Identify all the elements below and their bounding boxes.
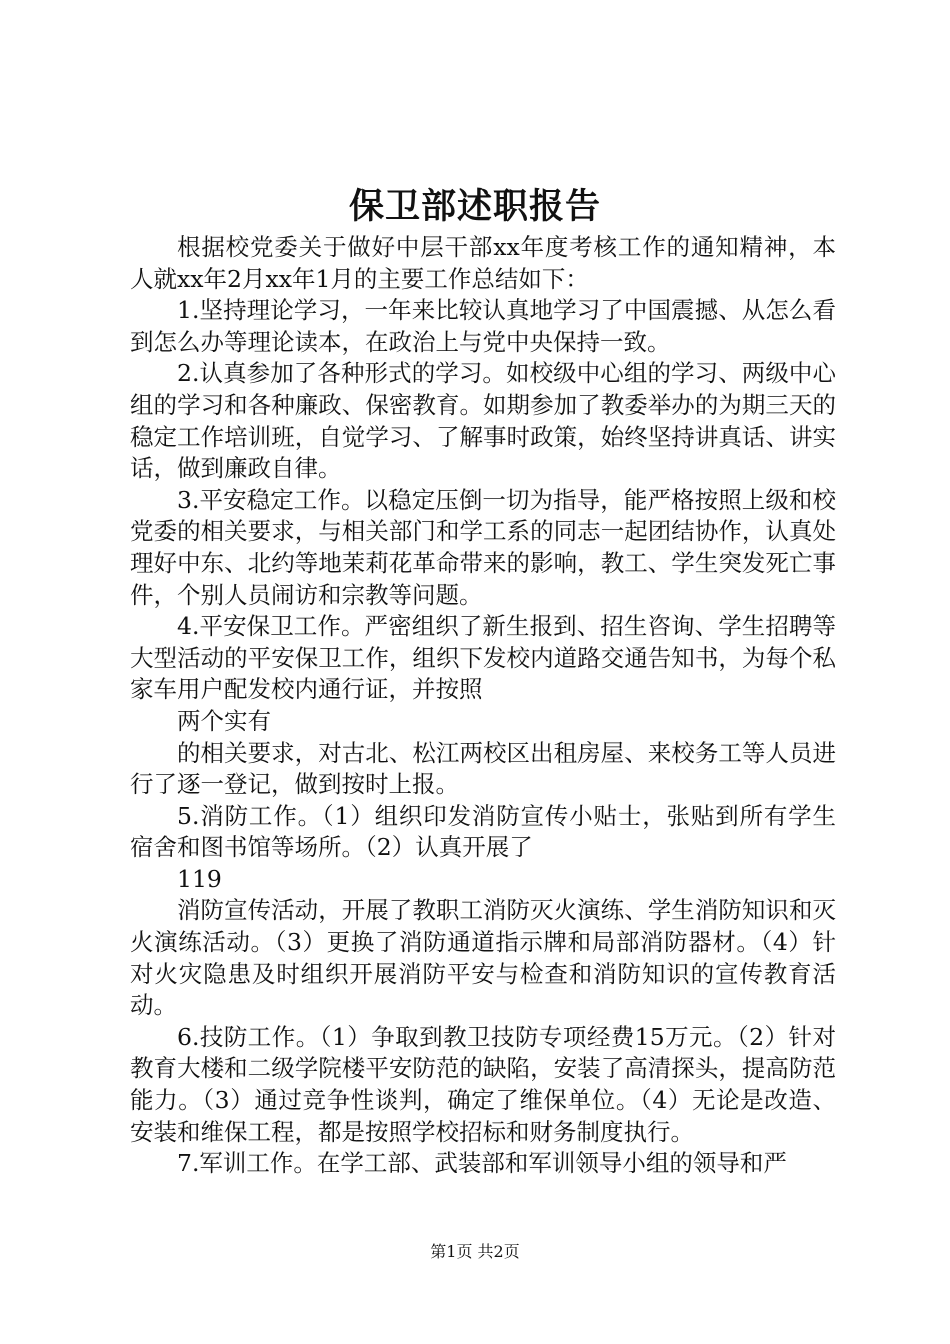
paragraph-fragment: 两个实有	[177, 706, 271, 735]
page-number: 第1页 共2页	[430, 1242, 520, 1261]
paragraph-item-1: 1.坚持理论学习，一年来比较认真地学习了中国震撼、从怎么看到怎么办等理论读本，在政治上与党中央保持一致。	[130, 296, 836, 356]
document-title: 保卫部述职报告	[348, 186, 601, 227]
paragraph-item-7: 7.军训工作。在学工部、武装部和军训领导小组的领导和严	[177, 1149, 787, 1178]
paragraph-intro: 根据校党委关于做好中层干部xx年度考核工作的通知精神，本人就xx年2月xx年1月的主要工作总结如下：	[130, 233, 836, 293]
paragraph-item-2: 2.认真参加了各种形式的学习。如校级中心组的学习、两级中心组的学习和各种廉政、保密教育。如期参加了教委举办的为期三天的稳定工作培训班，自觉学习、了解事时政策，始终坚持讲真话、讲实话，做到廉政自律。	[130, 359, 836, 483]
paragraph-item-5-continued: 消防宣传活动，开展了教职工消防灭火演练、学生消防知识和灭火演练活动。（3）更换了消防通道指示牌和局部消防器材。（4）针对火灾隐患及时组织开展消防平安与检查和消防知识的宣传教育活动。	[130, 896, 836, 1020]
paragraph-item-4-continued: 的相关要求，对古北、松江两校区出租房屋、来校务工等人员进行了逐一登记，做到按时上报。	[130, 738, 836, 799]
document-body	[130, 232, 836, 1180]
paragraph-item-3: 3.平安稳定工作。以稳定压倒一切为指导，能严格按照上级和校党委的相关要求，与相关部门和学工系的同志一起团结协作，认真处理好中东、北约等地茉莉花革命带来的影响，教工、学生突发死亡事件，个别人员闹访和宗教等问题。	[130, 485, 836, 609]
paragraph-fragment: 119	[177, 864, 222, 893]
paragraph-item-4: 4.平安保卫工作。严密组织了新生报到、招生咨询、学生招聘等大型活动的平安保卫工作，组织下发校内道路交通告知书，为每个私家车用户配发校内通行证，并按照	[130, 612, 836, 704]
paragraph-item-5: 5.消防工作。（1）组织印发消防宣传小贴士，张贴到所有学生宿舍和图书馆等场所。（2）认真开展了	[130, 801, 836, 862]
paragraph-item-6: 6.技防工作。（1）争取到教卫技防专项经费15万元。（2）针对教育大楼和二级学院楼平安防范的缺陷，安装了高清探头，提高防范能力。（3）通过竞争性谈判，确定了维保单位。（4）无论是改造、安装和维保工程，都是按照学校招标和财务制度执行。	[130, 1022, 836, 1146]
